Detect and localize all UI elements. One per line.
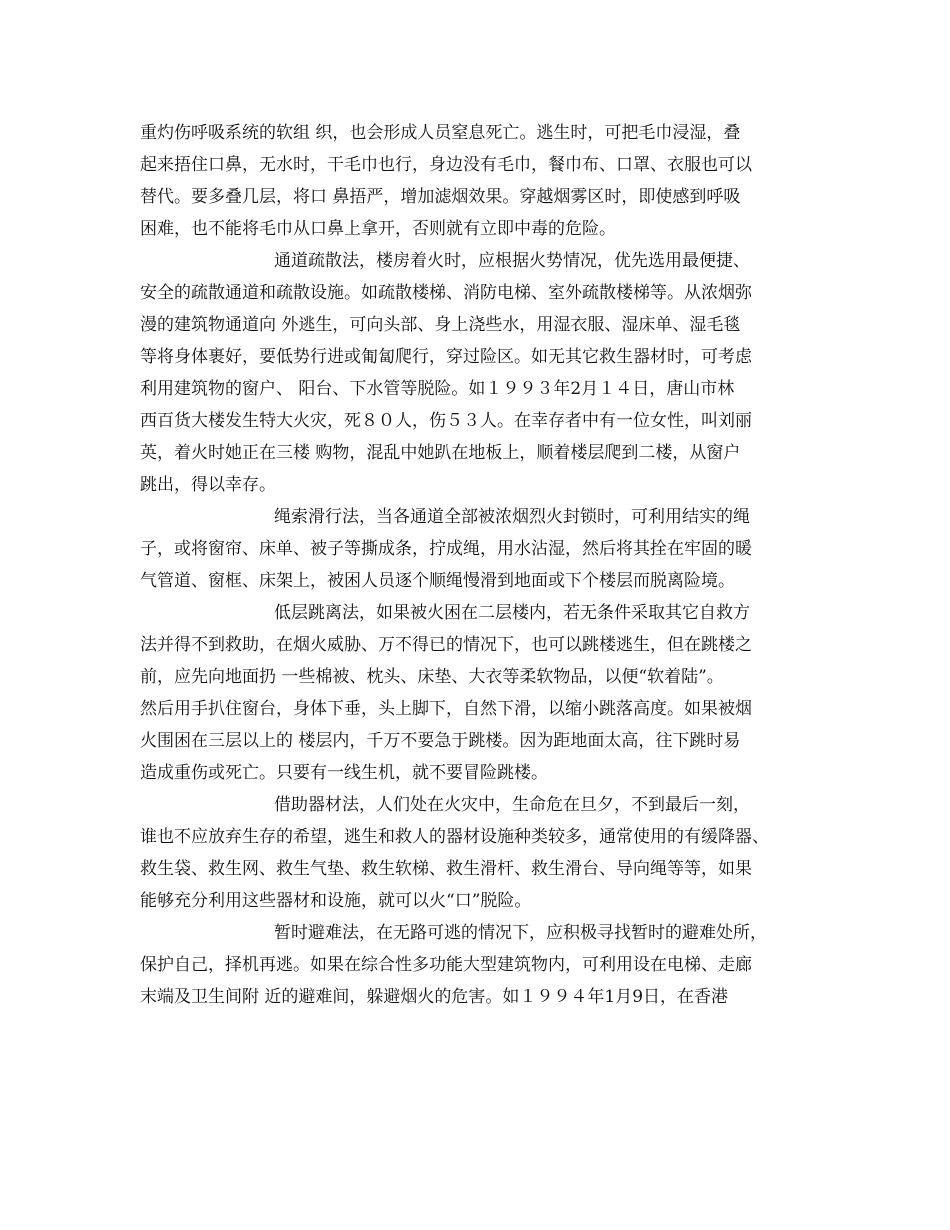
paragraph-rope-sliding (140, 501, 830, 597)
document-body (140, 117, 830, 1013)
text-line: 借助器材法，人们处在火灾中，生命危在旦夕，不到最后一刻， (274, 795, 750, 815)
paragraph-passage-evacuation (140, 245, 830, 501)
text-line: 末端及卫生间附 近的避难间，躲避烟火的危害。如１９９４年1月9日，在香港 (140, 987, 729, 1007)
text-line: 前，应先向地面扔 一些棉被、枕头、床垫、大衣等柔软物品，以便“软着陆”。 (140, 667, 724, 687)
text-line: 安全的疏散通道和疏散设施。如疏散楼梯、消防电梯、室外疏散楼梯等。从浓烟弥 (140, 283, 752, 303)
text-line: 英，着火时她正在三楼 购物，混乱中她趴在地板上，顺着楼层爬到二楼，从窗户 (140, 443, 741, 463)
text-line: 替代。要多叠几层，将口 鼻捂严，增加滤烟效果。穿越烟雾区时，即使感到呼吸 (140, 187, 741, 207)
text-line: 绳索滑行法，当各通道全部被浓烟烈火封锁时，可利用结实的绳 (274, 507, 750, 527)
text-line: 谁也不应放弃生存的希望，逃生和救人的器材设施种类较多，通常使用的有缓降器、 (140, 827, 769, 847)
text-line: 困难，也不能将毛巾从口鼻上拿开，否则就有立即中毒的危险。 (140, 219, 616, 239)
text-line: 救生袋、救生网、救生气垫、救生软梯、救生滑杆、救生滑台、导向绳等等，如果 (140, 859, 752, 879)
text-line: 跳出，得以幸存。 (140, 475, 276, 495)
text-line: 等将身体裹好，要低势行进或匍匐爬行，穿过险区。如无其它救生器材时，可考虑 (140, 347, 752, 367)
text-line: 然后用手扒住窗台，身体下垂，头上脚下，自然下滑，以缩小跳落高度。如果被烟 (140, 699, 752, 719)
text-line: 西百货大楼发生特大火灾，死８０人，伤５３人。在幸存者中有一位女性，叫刘丽 (140, 411, 752, 431)
text-line: 低层跳离法，如果被火困在二层楼内，若无条件采取其它自救方 (274, 603, 750, 623)
text-line: 能够充分利用这些器材和设施，就可以火“口”脱险。 (140, 891, 532, 911)
paragraph-temporary-refuge (140, 917, 830, 1013)
paragraph-low-floor-jump (140, 597, 830, 789)
text-line: 造成重伤或死亡。只要有一线生机，就不要冒险跳楼。 (140, 763, 548, 783)
text-line: 漫的建筑物通道向 外逃生，可向头部、身上浇些水，用湿衣服、湿床单、湿毛毯 (140, 315, 741, 335)
paragraph-smoke-mask (140, 117, 830, 245)
text-line: 重灼伤呼吸系统的软组 织，也会形成人员窒息死亡。逃生时，可把毛巾浸湿，叠 (140, 123, 741, 143)
paragraph-equipment (140, 789, 830, 917)
text-line: 火围困在三层以上的 楼层内，千万不要急于跳楼。因为距地面太高，往下跳时易 (140, 731, 741, 751)
text-line: 通道疏散法，楼房着火时，应根据火势情况，优先选用最便捷、 (274, 251, 750, 271)
text-line: 利用建筑物的窗户、 阳台、下水管等脱险。如１９９３年2月１４日，唐山市林 (140, 379, 735, 399)
text-line: 保护自己，择机再逃。如果在综合性多功能大型建筑物内，可利用设在电梯、走廊 (140, 955, 752, 975)
text-line: 法并得不到救助，在烟火威胁、万不得已的情况下，也可以跳楼逃生，但在跳楼之 (140, 635, 752, 655)
text-line: 起来捂住口鼻，无水时，干毛巾也行，身边没有毛巾，餐巾布、口罩、衣服也可以 (140, 155, 752, 175)
text-line: 暂时避难法，在无路可逃的情况下，应积极寻找暂时的避难处所， (274, 923, 767, 943)
text-line: 子，或将窗帘、床单、被子等撕成条，拧成绳，用水沾湿，然后将其拴在牢固的暖 (140, 539, 752, 559)
text-line: 气管道、窗框、床架上，被困人员逐个顺绳慢滑到地面或下个楼层而脱离险境。 (140, 571, 735, 591)
